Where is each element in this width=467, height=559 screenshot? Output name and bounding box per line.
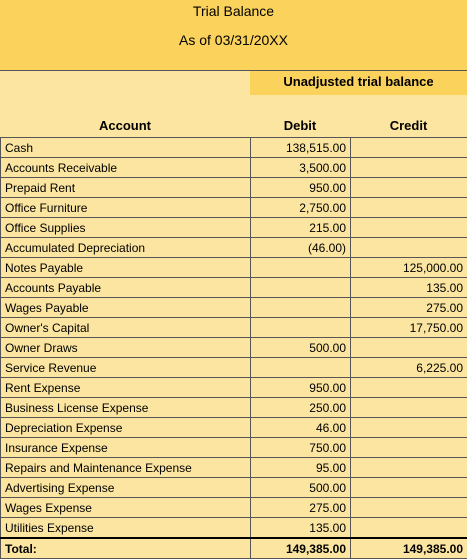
credit-cell[interactable] bbox=[351, 418, 467, 438]
account-cell[interactable]: Wages Payable bbox=[1, 298, 251, 318]
table-row bbox=[1, 358, 467, 378]
total-debit-cell[interactable]: 149,385.00 bbox=[251, 538, 351, 559]
table-row bbox=[1, 198, 467, 218]
credit-cell[interactable] bbox=[351, 198, 467, 218]
section-header-label: Unadjusted trial balance bbox=[283, 74, 434, 89]
debit-cell[interactable]: 3,500.00 bbox=[251, 158, 351, 178]
table-row bbox=[1, 218, 467, 238]
debit-cell[interactable]: 950.00 bbox=[251, 378, 351, 398]
account-cell[interactable]: Utilities Expense bbox=[1, 518, 251, 539]
credit-cell[interactable] bbox=[351, 218, 467, 238]
credit-cell[interactable]: 135.00 bbox=[351, 278, 467, 298]
account-cell[interactable]: Wages Expense bbox=[1, 498, 251, 518]
credit-cell[interactable]: 17,750.00 bbox=[351, 318, 467, 338]
account-cell[interactable]: Advertising Expense bbox=[1, 478, 251, 498]
table-row bbox=[1, 318, 467, 338]
account-cell[interactable]: Accounts Receivable bbox=[1, 158, 251, 178]
credit-cell[interactable] bbox=[351, 238, 467, 258]
debit-cell[interactable]: 500.00 bbox=[251, 478, 351, 498]
debit-cell[interactable] bbox=[251, 298, 351, 318]
total-row bbox=[1, 538, 467, 559]
debit-cell[interactable] bbox=[251, 278, 351, 298]
credit-cell[interactable] bbox=[351, 498, 467, 518]
credit-cell[interactable] bbox=[351, 138, 467, 158]
table-row bbox=[1, 518, 467, 539]
account-cell[interactable]: Prepaid Rent bbox=[1, 178, 251, 198]
account-cell[interactable]: Insurance Expense bbox=[1, 438, 251, 458]
credit-cell[interactable] bbox=[351, 478, 467, 498]
credit-cell[interactable] bbox=[351, 338, 467, 358]
credit-cell[interactable] bbox=[351, 398, 467, 418]
account-cell[interactable]: Repairs and Maintenance Expense bbox=[1, 458, 251, 478]
trial-balance-table bbox=[0, 137, 467, 559]
credit-cell[interactable] bbox=[351, 518, 467, 539]
total-label-cell[interactable]: Total: bbox=[1, 538, 251, 559]
debit-cell[interactable]: 135.00 bbox=[251, 518, 351, 539]
account-cell[interactable]: Office Supplies bbox=[1, 218, 251, 238]
table-row bbox=[1, 178, 467, 198]
account-cell[interactable]: Business License Expense bbox=[1, 398, 251, 418]
title-block bbox=[0, 0, 467, 70]
table-row bbox=[1, 478, 467, 498]
account-cell[interactable]: Accumulated Depreciation bbox=[1, 238, 251, 258]
account-cell[interactable]: Notes Payable bbox=[1, 258, 251, 278]
table-row bbox=[1, 398, 467, 418]
table-row bbox=[1, 278, 467, 298]
credit-cell[interactable] bbox=[351, 178, 467, 198]
table-row bbox=[1, 498, 467, 518]
account-cell[interactable]: Accounts Payable bbox=[1, 278, 251, 298]
account-column-header: Account bbox=[99, 118, 151, 133]
debit-cell[interactable]: 275.00 bbox=[251, 498, 351, 518]
credit-cell[interactable] bbox=[351, 158, 467, 178]
debit-cell[interactable]: 138,515.00 bbox=[251, 138, 351, 158]
table-row bbox=[1, 438, 467, 458]
account-cell[interactable]: Rent Expense bbox=[1, 378, 251, 398]
table-row bbox=[1, 138, 467, 158]
table-row bbox=[1, 298, 467, 318]
table-row bbox=[1, 258, 467, 278]
credit-cell[interactable]: 6,225.00 bbox=[351, 358, 467, 378]
table-row bbox=[1, 418, 467, 438]
account-cell[interactable]: Service Revenue bbox=[1, 358, 251, 378]
report-date: As of 03/31/20XX bbox=[179, 32, 288, 48]
account-cell[interactable]: Owner's Capital bbox=[1, 318, 251, 338]
credit-cell[interactable] bbox=[351, 438, 467, 458]
debit-cell[interactable]: 46.00 bbox=[251, 418, 351, 438]
debit-cell[interactable]: 215.00 bbox=[251, 218, 351, 238]
table-row bbox=[1, 238, 467, 258]
debit-cell[interactable]: 950.00 bbox=[251, 178, 351, 198]
table-row bbox=[1, 458, 467, 478]
account-cell[interactable]: Office Furniture bbox=[1, 198, 251, 218]
account-cell[interactable]: Cash bbox=[1, 138, 251, 158]
debit-cell[interactable]: (46.00) bbox=[251, 238, 351, 258]
debit-cell[interactable]: 95.00 bbox=[251, 458, 351, 478]
account-cell[interactable]: Owner Draws bbox=[1, 338, 251, 358]
debit-cell[interactable]: 500.00 bbox=[251, 338, 351, 358]
debit-cell[interactable] bbox=[251, 318, 351, 338]
debit-cell[interactable]: 2,750.00 bbox=[251, 198, 351, 218]
credit-cell[interactable]: 125,000.00 bbox=[351, 258, 467, 278]
debit-cell[interactable] bbox=[251, 258, 351, 278]
table-row bbox=[1, 158, 467, 178]
credit-cell[interactable] bbox=[351, 378, 467, 398]
credit-column-header: Credit bbox=[389, 118, 428, 133]
table-row bbox=[1, 338, 467, 358]
debit-column-header: Debit bbox=[283, 118, 317, 133]
credit-cell[interactable] bbox=[351, 458, 467, 478]
credit-cell[interactable]: 275.00 bbox=[351, 298, 467, 318]
total-credit-cell[interactable]: 149,385.00 bbox=[351, 538, 467, 559]
debit-cell[interactable]: 750.00 bbox=[251, 438, 351, 458]
debit-cell[interactable] bbox=[251, 358, 351, 378]
debit-cell[interactable]: 250.00 bbox=[251, 398, 351, 418]
table-row bbox=[1, 378, 467, 398]
account-cell[interactable]: Depreciation Expense bbox=[1, 418, 251, 438]
report-title: Trial Balance bbox=[192, 3, 275, 19]
